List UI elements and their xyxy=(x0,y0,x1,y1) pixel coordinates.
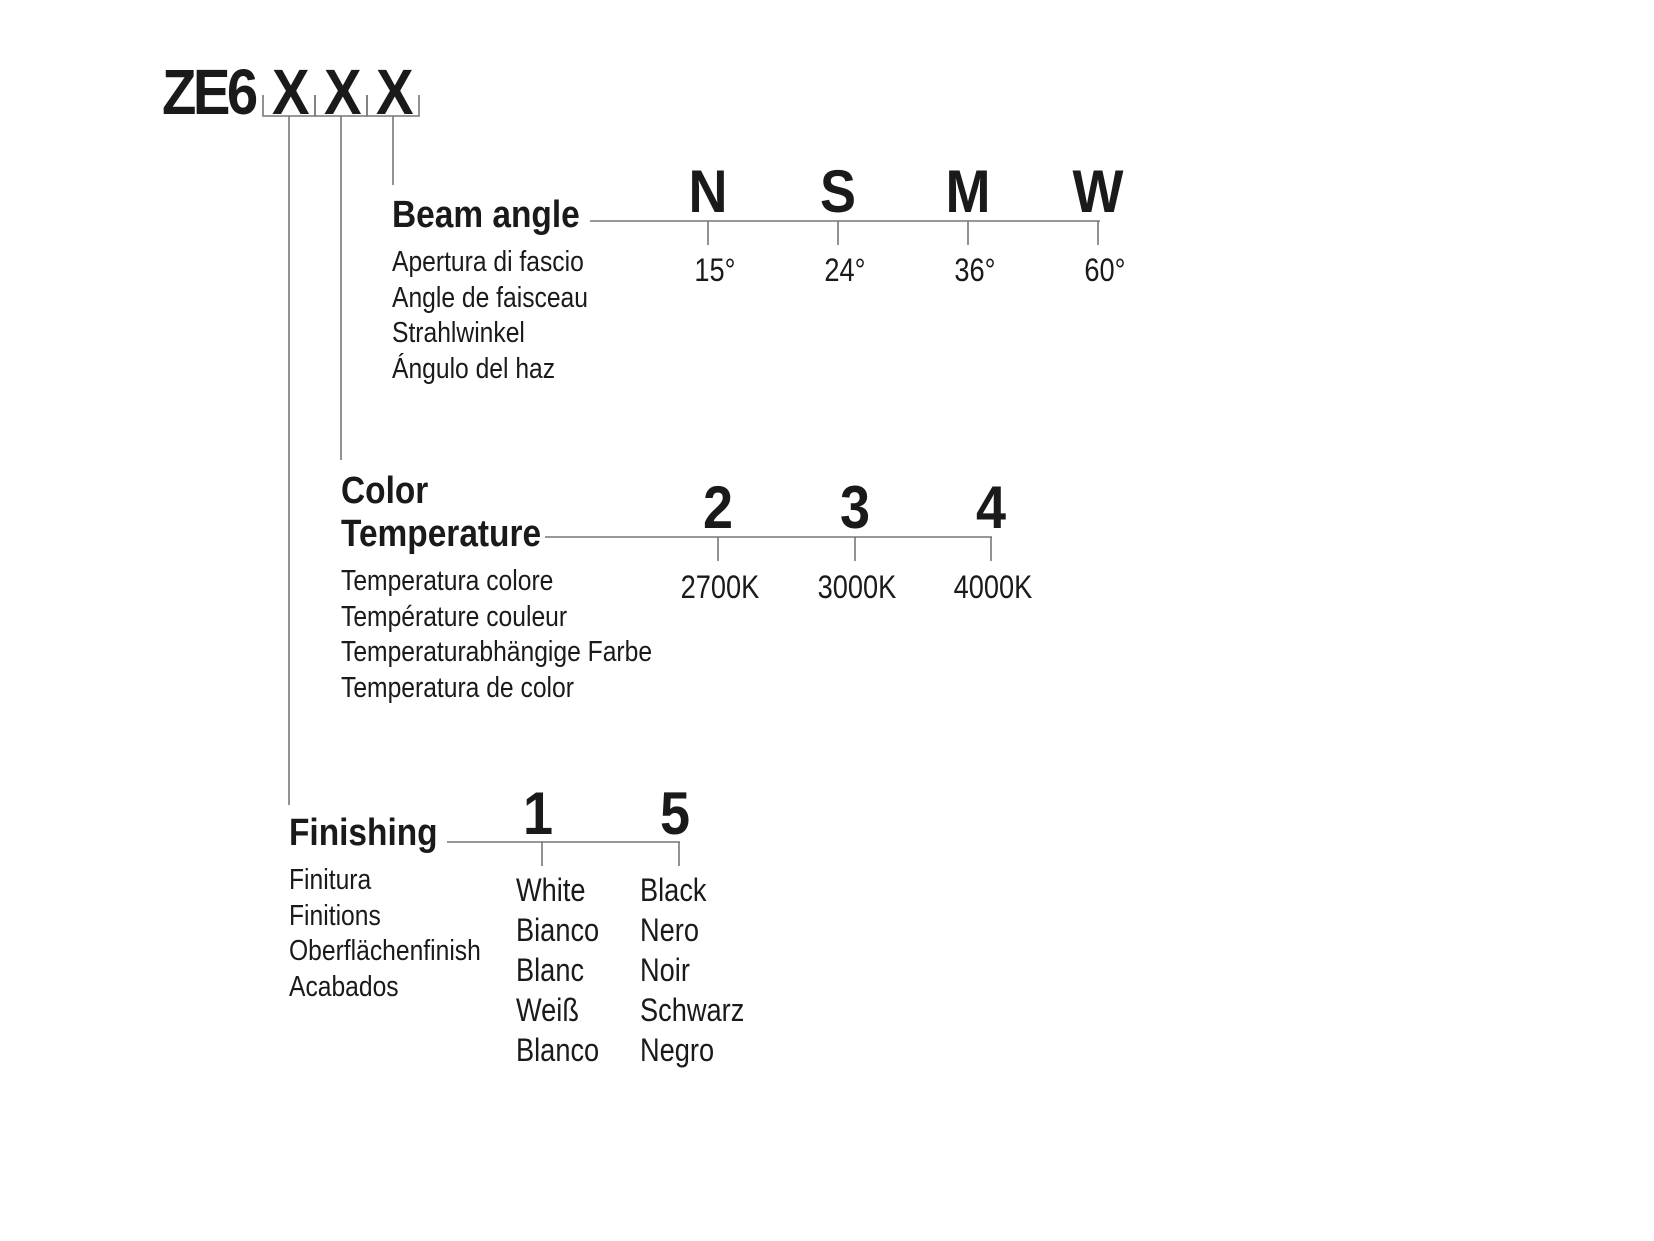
beam-translation-fr: Angle de faisceau xyxy=(392,281,588,314)
color-title-line2: Temperature xyxy=(341,512,542,555)
color-translation-fr: Température couleur xyxy=(341,600,568,633)
beam-value-s: 24° xyxy=(824,252,866,288)
finishing-translations xyxy=(289,863,481,1005)
beam-code-s: S xyxy=(819,158,857,225)
code-prefix: ZE6 xyxy=(162,56,255,128)
finishing-black-list xyxy=(640,870,744,1070)
finishing-black-en: Black xyxy=(640,872,707,908)
color-translation-it: Temperatura colore xyxy=(341,565,554,597)
beam-value-n: 15° xyxy=(694,252,736,288)
finishing-translation-de: Oberflächenfinish xyxy=(289,935,481,967)
color-translation-de: Temperaturabhängige Farbe xyxy=(341,636,653,668)
color-translation-es: Temperatura de color xyxy=(341,671,574,704)
finishing-white-de: Weiß xyxy=(516,992,579,1028)
beam-angle-translations xyxy=(392,245,588,387)
beam-value-m: 36° xyxy=(954,252,996,288)
color-temperature-title xyxy=(341,470,541,555)
finishing-black-de: Schwarz xyxy=(640,992,745,1028)
code-slot-beam: X xyxy=(376,56,414,128)
beam-translation-es: Ángulo del haz xyxy=(392,352,556,385)
beam-value-w: 60° xyxy=(1084,252,1126,288)
color-value-3000k: 3000K xyxy=(817,569,897,605)
code-slot-finishing: X xyxy=(272,56,310,128)
beam-code-n: N xyxy=(688,158,728,225)
finishing-translation-it: Finitura xyxy=(289,864,372,896)
color-value-2700k: 2700K xyxy=(680,569,760,605)
finishing-translation-fr: Finitions xyxy=(289,899,381,932)
beam-translation-de: Strahlwinkel xyxy=(392,317,525,349)
beam-code-w: W xyxy=(1072,158,1124,225)
finishing-white-en: White xyxy=(516,872,586,908)
finishing-black-fr: Noir xyxy=(640,952,690,988)
color-temperature-translations xyxy=(341,564,652,706)
finishing-white-it: Bianco xyxy=(516,912,600,948)
finishing-white-es: Blanco xyxy=(516,1032,600,1068)
finishing-black-es: Negro xyxy=(640,1032,715,1068)
color-code-4: 4 xyxy=(975,474,1007,541)
finishing-translation-es: Acabados xyxy=(289,970,399,1003)
finishing-white-fr: Blanc xyxy=(516,952,585,988)
finishing-code-1: 1 xyxy=(522,780,554,847)
color-value-4000k: 4000K xyxy=(953,569,1033,605)
finishing-code-5: 5 xyxy=(659,780,691,847)
code-slot-color: X xyxy=(324,56,362,128)
finishing-black-it: Nero xyxy=(640,912,699,948)
finishing-white-list xyxy=(516,870,599,1070)
color-title-line1: Color xyxy=(341,470,429,512)
beam-code-m: M xyxy=(945,158,991,225)
color-code-2: 2 xyxy=(702,474,734,541)
beam-angle-title: Beam angle xyxy=(392,194,580,236)
color-code-3: 3 xyxy=(839,474,871,541)
finishing-title: Finishing xyxy=(289,812,438,854)
beam-translation-it: Apertura di fascio xyxy=(392,246,584,278)
